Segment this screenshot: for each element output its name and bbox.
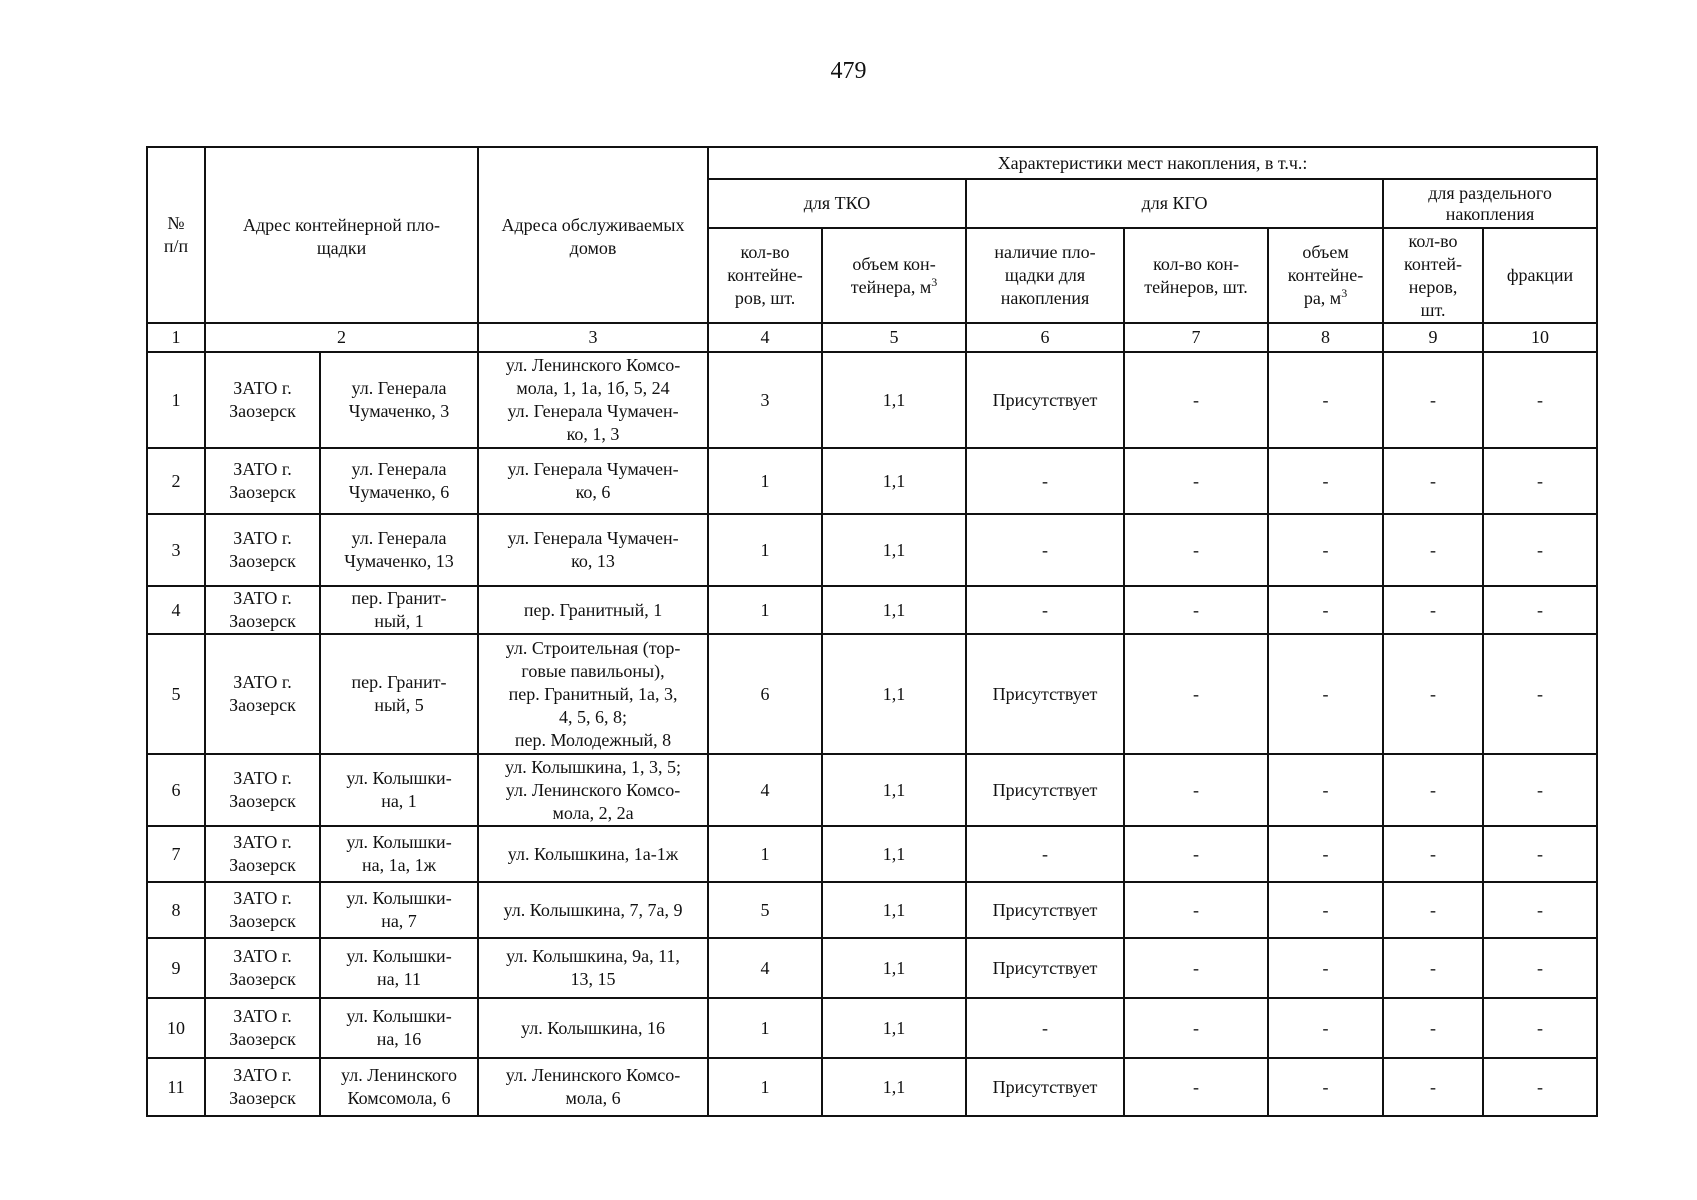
kgo-site-cell: Присутствует [966,882,1124,938]
column-number: 6 [966,323,1124,352]
column-number: 1 [147,323,205,352]
site-city-cell [205,754,320,826]
tko-volume-cell: 1,1 [822,882,966,938]
text-line: Чумаченко, 13 [344,551,454,571]
text-line: Заозерск [229,911,296,931]
header-separate-cell [1383,179,1597,228]
header-sep-count-cell [1383,228,1483,323]
text-line: ЗАТО г. [233,459,292,479]
text-line: пер. Гранит- [351,672,447,692]
text-line: мола, 1, 1а, 1б, 5, 24 [516,378,670,398]
text-line: щадки [316,238,367,258]
text-line: Заозерск [229,401,296,421]
table-row [147,998,1597,1058]
site-street-cell [320,1058,478,1116]
text-line: ЗАТО г. [233,672,292,692]
sep-count-cell: - [1383,826,1483,882]
tko-count-cell: 4 [708,754,822,826]
tko-volume-cell: 1,1 [822,938,966,998]
text-line: кол-во [740,242,790,262]
kgo-count-cell: - [1124,998,1268,1058]
text-line: ЗАТО г. [233,832,292,852]
text-line: пер. Гранитный, 1 [523,599,663,620]
kgo-count-cell: - [1124,448,1268,514]
kgo-count-cell: - [1124,586,1268,634]
text-line: Чумаченко, 6 [348,482,450,502]
text-line: Заозерск [229,695,296,715]
row-number-cell: 3 [147,514,205,586]
site-street-cell [320,352,478,448]
text-line: ЗАТО г. [233,1006,292,1026]
column-number: 5 [822,323,966,352]
text-line: Адреса обслуживаемых [501,215,685,235]
header-tko-cell: для ТКО [708,179,966,228]
kgo-volume-cell: - [1268,938,1383,998]
text-line: ЗАТО г. [233,888,292,908]
text-line: говые павильоны), [521,660,665,681]
text-line: объем [1302,242,1349,262]
tko-volume-cell: 1,1 [822,448,966,514]
kgo-site-cell: - [966,826,1124,882]
tko-volume-cell: 1,1 [822,352,966,448]
site-street-cell [320,448,478,514]
text-line: мола, 6 [565,1088,621,1108]
column-number: 4 [708,323,822,352]
sep-count-cell: - [1383,938,1483,998]
header-row-top [147,147,1597,179]
kgo-volume-cell: - [1268,882,1383,938]
served-houses-cell [478,882,708,938]
text-line: кол-во кон- [1153,253,1239,274]
kgo-site-cell: Присутствует [966,938,1124,998]
kgo-volume-cell: - [1268,634,1383,754]
kgo-site-cell: Присутствует [966,754,1124,826]
text-line: ул. Колышки- [346,768,452,788]
text-line: Заозерск [229,1088,296,1108]
text-line: ул. Генерала Чумачен- [507,528,679,548]
text-line: ЗАТО г. [233,946,292,966]
text-line: ул. Ленинского [341,1065,457,1085]
text-line: Заозерск [229,855,296,875]
tko-count-cell: 1 [708,826,822,882]
header-site-address-cell [205,147,478,323]
served-houses-cell [478,448,708,514]
text-line: контей- [1404,253,1462,274]
sep-fractions-cell: - [1483,634,1597,754]
text-line: Адрес контейнерной пло- [242,215,441,235]
text-line: ул. Колышки- [346,888,452,908]
row-number-cell: 6 [147,754,205,826]
column-number: 9 [1383,323,1483,352]
served-houses-cell [478,634,708,754]
served-houses-cell [478,998,708,1058]
tko-volume-cell: 1,1 [822,586,966,634]
site-city-cell [205,352,320,448]
sep-fractions-cell: - [1483,448,1597,514]
kgo-site-cell: Присутствует [966,634,1124,754]
kgo-count-cell: - [1124,754,1268,826]
kgo-site-cell: - [966,448,1124,514]
tko-count-cell: 6 [708,634,822,754]
kgo-count-cell: - [1124,352,1268,448]
site-city-cell [205,826,320,882]
row-number-cell: 10 [147,998,205,1058]
text-line: 13, 15 [570,969,616,989]
text-line: ров, шт. [734,288,796,308]
text-line: ул. Генерала [351,528,447,548]
served-houses-cell [478,938,708,998]
site-city-cell [205,998,320,1058]
column-number: 7 [1124,323,1268,352]
sep-fractions-cell: - [1483,998,1597,1058]
kgo-count-cell: - [1124,938,1268,998]
header-served-houses-cell [478,147,708,323]
text-line: на, 1 [381,791,417,811]
table-row [147,352,1597,448]
text-line: ул. Ленинского Комсо- [505,1065,681,1085]
kgo-count-cell: - [1124,826,1268,882]
tko-count-cell: 1 [708,998,822,1058]
kgo-volume-cell: - [1268,586,1383,634]
site-street-cell [320,586,478,634]
table-row [147,882,1597,938]
text-line: ул. Колышки- [346,946,452,966]
site-city-cell [205,586,320,634]
row-number-cell: 8 [147,882,205,938]
container-sites-table [146,146,1598,1117]
kgo-volume-cell: - [1268,998,1383,1058]
text-line: пер. Гранит- [351,588,447,608]
sep-fractions-cell: - [1483,826,1597,882]
column-number: 8 [1268,323,1383,352]
column-number: 10 [1483,323,1597,352]
text-line: Заозерск [229,1029,296,1049]
tko-volume-cell: 1,1 [822,998,966,1058]
text-line: ул. Колышкина, 16 [521,1017,666,1038]
site-street-cell [320,826,478,882]
site-street-cell [320,938,478,998]
text-line: ЗАТО г. [233,588,292,608]
sep-count-cell: - [1383,634,1483,754]
table-row [147,586,1597,634]
text-line: ул. Колышкина, 9а, 11, [506,946,680,966]
column-numbers-row [147,323,1597,352]
row-number-cell: 11 [147,1058,205,1116]
text-line: контейне- [1287,265,1364,285]
sep-fractions-cell: - [1483,938,1597,998]
text-line: 4, 5, 6, 8; [559,706,628,727]
sep-count-cell: - [1383,514,1483,586]
text-line: тейнеров, шт. [1144,276,1248,297]
site-street-cell [320,882,478,938]
kgo-site-cell: - [966,998,1124,1058]
row-number-cell: 5 [147,634,205,754]
kgo-count-cell: - [1124,1058,1268,1116]
text-line: № [167,213,185,233]
text-line: Чумаченко, 3 [348,401,450,421]
text-line: ул. Колышкина, 1а-1ж [507,843,679,864]
tko-count-cell: 5 [708,882,822,938]
site-street-cell [320,754,478,826]
row-number-cell: 7 [147,826,205,882]
header-number-cell [147,147,205,323]
column-number: 2 [205,323,478,352]
tko-count-cell: 3 [708,352,822,448]
text-line: накопления [1445,203,1535,224]
text-line: на, 1а, 1ж [361,855,437,875]
kgo-volume-cell: - [1268,514,1383,586]
text-line: кол-во [1408,230,1458,251]
text-line: Заозерск [229,611,296,631]
text-line: мола, 2, 2а [552,802,634,823]
text-line: пер. Гранитный, 1а, 3, [508,683,678,704]
kgo-volume-cell: - [1268,352,1383,448]
table-row [147,754,1597,826]
header-tko-volume-cell [822,228,966,323]
text-line: ул. Генерала Чумачен- [507,401,679,421]
kgo-count-cell: - [1124,514,1268,586]
sep-fractions-cell: - [1483,754,1597,826]
text-line: Заозерск [229,969,296,989]
tko-volume-cell: 1,1 [822,634,966,754]
header-sep-fractions-cell: фракции [1483,228,1597,323]
served-houses-cell [478,514,708,586]
site-street-cell [320,514,478,586]
text-line: пер. Молодежный, 8 [514,729,672,750]
text-line: ул. Генерала Чумачен- [507,459,679,479]
text-line: Заозерск [229,482,296,502]
kgo-site-cell: - [966,514,1124,586]
row-number-cell: 4 [147,586,205,634]
tko-volume-cell: 1,1 [822,754,966,826]
tko-volume-cell: 1,1 [822,514,966,586]
table-row [147,1058,1597,1116]
sep-fractions-cell: - [1483,882,1597,938]
kgo-site-cell: - [966,586,1124,634]
text-line: на, 16 [376,1029,422,1049]
text-line: ЗАТО г. [233,768,292,788]
site-city-cell [205,882,320,938]
site-city-cell [205,938,320,998]
table-row [147,514,1597,586]
text-line: для раздельного [1428,182,1552,203]
kgo-volume-cell: - [1268,1058,1383,1116]
served-houses-cell [478,826,708,882]
kgo-count-cell: - [1124,882,1268,938]
row-number-cell: 9 [147,938,205,998]
header-kgo-cell: для КГО [966,179,1383,228]
column-number: 3 [478,323,708,352]
text-line: ул. Колышкина, 7, 7а, 9 [503,899,683,920]
sep-fractions-cell: - [1483,352,1597,448]
text-line: ко, 1, 3 [566,424,620,444]
kgo-site-cell: Присутствует [966,1058,1124,1116]
text-line: ул. Ленинского Комсо- [505,779,681,800]
site-street-cell [320,998,478,1058]
kgo-volume-cell: - [1268,448,1383,514]
text-line: ко, 6 [575,482,611,502]
text-line: объем кон- [852,253,936,274]
text-line: накопления [1000,288,1090,308]
header-kgo-volume-cell [1268,228,1383,323]
header-kgo-count-cell [1124,228,1268,323]
sep-count-cell: - [1383,352,1483,448]
header-kgo-site-cell [966,228,1124,323]
text-line: тейнера, м [850,276,932,297]
served-houses-cell [478,352,708,448]
text-line: на, 7 [381,911,417,931]
table-row [147,448,1597,514]
sep-count-cell: - [1383,448,1483,514]
tko-count-cell: 1 [708,586,822,634]
sep-fractions-cell: - [1483,586,1597,634]
header-tko-count-cell [708,228,822,323]
text-line: ко, 13 [571,551,615,571]
text-line: щадки для [1004,265,1086,285]
text-line: п/п [163,236,189,256]
site-city-cell [205,634,320,754]
text-line: Заозерск [229,791,296,811]
site-city-cell [205,514,320,586]
text-line: ул. Колышки- [346,1006,452,1026]
site-city-cell [205,448,320,514]
text-line: ЗАТО г. [233,528,292,548]
sep-count-cell: - [1383,998,1483,1058]
page-number: 479 [830,58,867,84]
kgo-volume-cell: - [1268,754,1383,826]
text-line: Комсомола, 6 [347,1088,451,1108]
text-line: ул. Генерала [351,378,447,398]
text-line: шт. [1420,299,1446,320]
text-line: контейне- [727,265,803,285]
text-line: ный, 5 [374,695,424,715]
tko-volume-cell: 1,1 [822,1058,966,1116]
text-line: неров, [1408,276,1458,297]
text-line: на, 11 [377,969,421,989]
unit-exponent: 3 [931,274,938,289]
text-line: ул. Генерала [351,459,447,479]
unit-exponent: 3 [1341,286,1348,300]
text-line: ул. Колышки- [346,832,452,852]
text-line: ный, 1 [374,611,424,631]
sep-fractions-cell: - [1483,514,1597,586]
tko-count-cell: 1 [708,514,822,586]
text-line: ул. Колышкина, 1, 3, 5; [505,756,682,777]
text-line: ра, м [1303,288,1342,308]
site-street-cell [320,634,478,754]
served-houses-cell [478,754,708,826]
text-line: ул. Строительная (тор- [505,637,681,658]
header-characteristics-cell: Характеристики мест накопления, в т.ч.: [708,147,1597,179]
text-line: ЗАТО г. [233,378,292,398]
text-line: наличие пло- [994,242,1096,262]
row-number-cell: 2 [147,448,205,514]
text-line: ул. Ленинского Комсо- [505,355,681,375]
sep-count-cell: - [1383,1058,1483,1116]
site-city-cell [205,1058,320,1116]
kgo-count-cell: - [1124,634,1268,754]
sep-count-cell: - [1383,754,1483,826]
row-number-cell: 1 [147,352,205,448]
table-row [147,938,1597,998]
kgo-site-cell: Присутствует [966,352,1124,448]
tko-count-cell: 1 [708,1058,822,1116]
table-row [147,826,1597,882]
sep-count-cell: - [1383,882,1483,938]
table-row [147,634,1597,754]
text-line: Заозерск [229,551,296,571]
tko-count-cell: 4 [708,938,822,998]
tko-count-cell: 1 [708,448,822,514]
text-line: ЗАТО г. [233,1065,292,1085]
text-line: домов [569,238,617,258]
served-houses-cell [478,1058,708,1116]
sep-fractions-cell: - [1483,1058,1597,1116]
served-houses-cell [478,586,708,634]
tko-volume-cell: 1,1 [822,826,966,882]
kgo-volume-cell: - [1268,826,1383,882]
sep-count-cell: - [1383,586,1483,634]
